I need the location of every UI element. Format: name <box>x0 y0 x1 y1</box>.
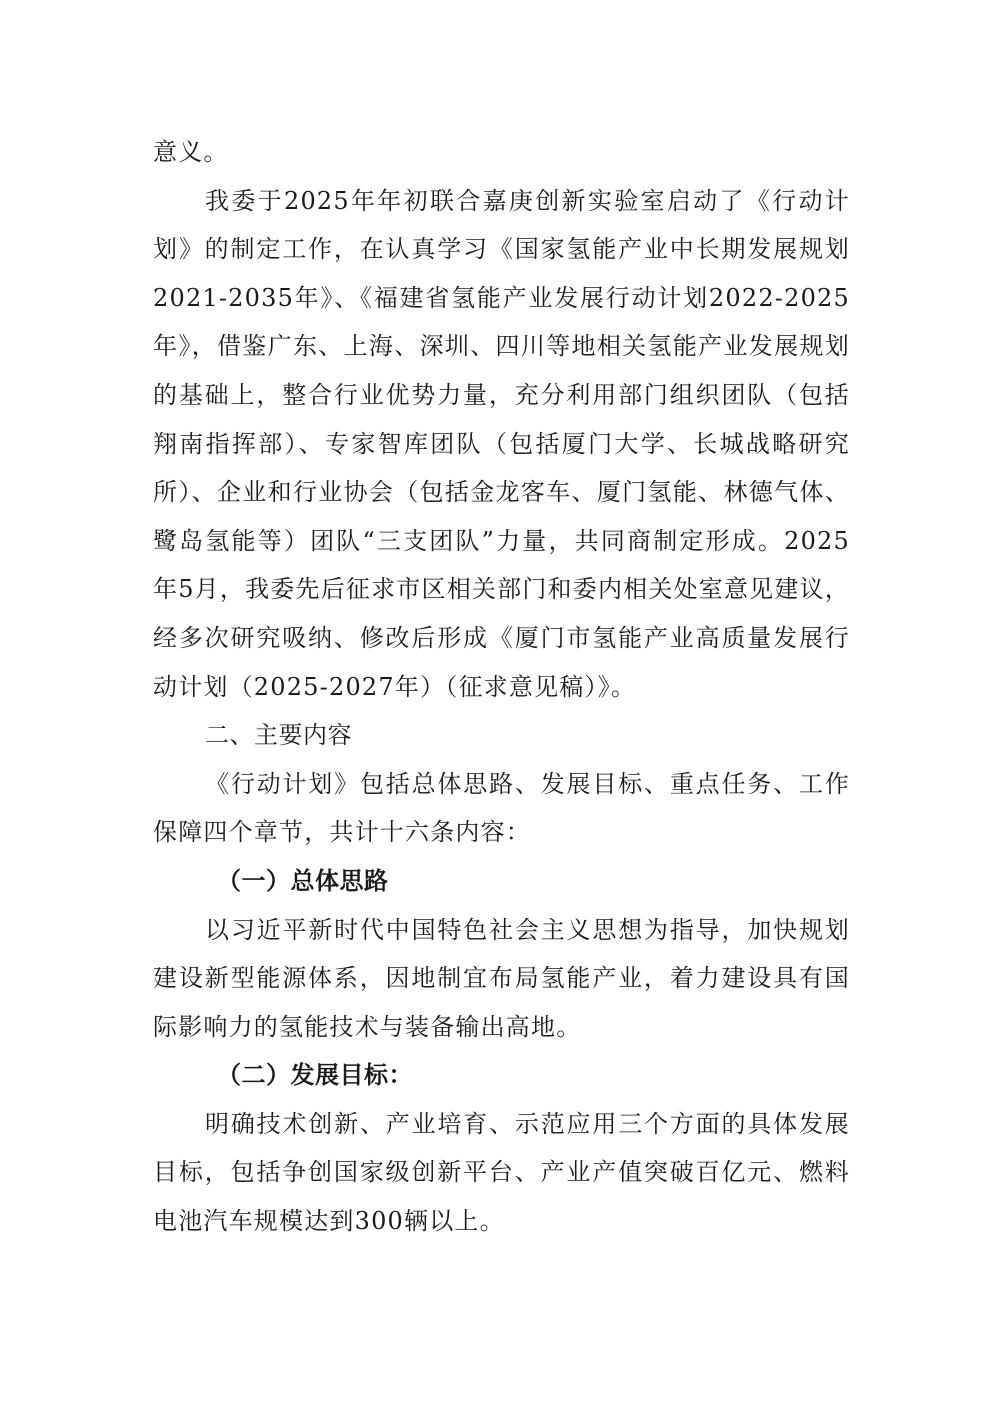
section-heading-main-content: 二、主要内容 <box>205 721 352 750</box>
paragraph-overall-approach: 以习近平新时代中国特色社会主义思想为指导，加快规划建设新型能源体系，因地制宜布局氢能产业，着力建设具有国际影响力的氢能技术与装备输出高地。 <box>153 915 850 1041</box>
paragraph-background: 我委于2025年年初联合嘉庚创新实验室启动了《行动计划》的制定工作，在认真学习《国家氢能产业中长期发展规划2021-2035年》、《福建省氢能产业发展行动计划2022-2025年》，借鉴广东、上海、深圳、四川等地相关氢能产业发展规划的基础上，整合行业优势力量，充分利用部门组织团队（包括翔南指挥部）、专家智库团队（包括厦门大学、长城战略研究所）、企业和行业协会（包括金龙客车、厦门氢能、林德气体、鹭岛氢能等）团队“三支团队”力量，共同商制定形成。2025年5月，我委先后征求市区相关部门和委内相关处室意见建议，经多次研究吸纳、修改后形成《厦门市氢能产业高质量发展行动计划（2025-2027年）（征求意见稿）》。 <box>153 186 850 701</box>
paragraph-development-goals: 明确技术创新、产业培育、示范应用三个方面的具体发展目标，包括争创国家级创新平台、产业产值突破百亿元、燃料电池汽车规模达到300辆以上。 <box>153 1109 850 1236</box>
paragraph-summary: 《行动计划》包括总体思路、发展目标、重点任务、工作保障四个章节，共计十六条内容： <box>153 769 850 847</box>
paragraph-continued: 意义。 <box>153 138 229 166</box>
document-body <box>153 128 850 1246</box>
subheading-overall-approach: （一）总体思路 <box>217 866 389 895</box>
subheading-development-goals: （二）发展目标： <box>217 1061 413 1090</box>
